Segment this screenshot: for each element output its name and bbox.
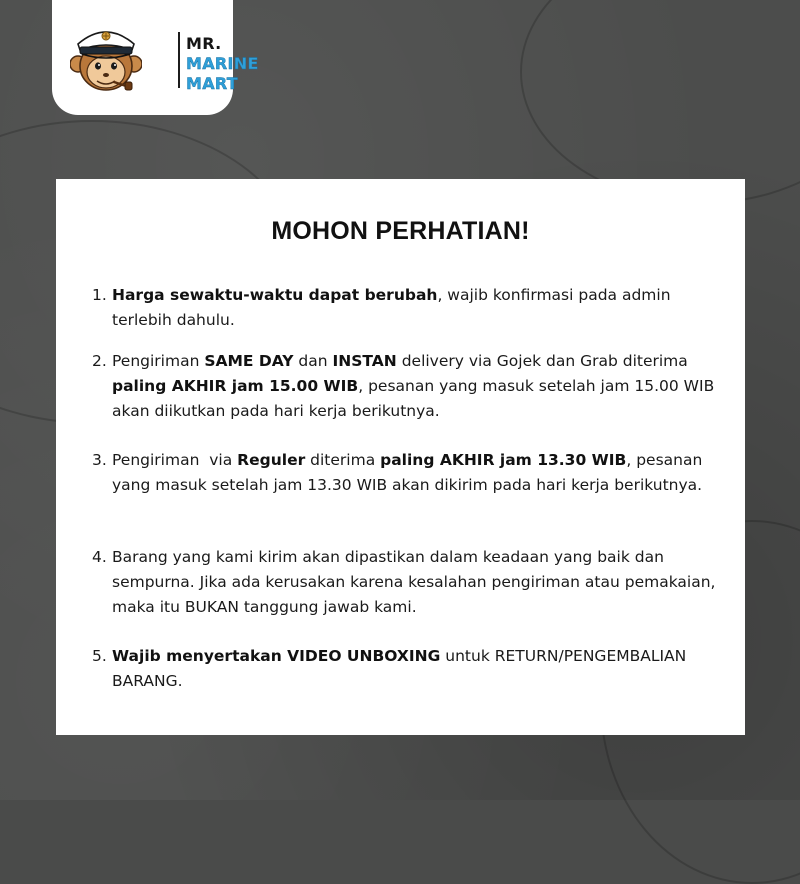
notice-item-4 <box>92 545 724 620</box>
notice-card <box>56 179 745 735</box>
notice-item-number: 3. <box>92 451 107 469</box>
notice-item-number: 2. <box>92 352 107 370</box>
notice-item-number: 4. <box>92 548 107 566</box>
brand-logo[interactable] <box>52 0 259 115</box>
notice-item-3 <box>92 448 724 498</box>
notice-item-number: 1. <box>92 286 107 304</box>
notice-item-text <box>112 448 724 498</box>
notice-segment: SAME DAY <box>204 352 294 370</box>
notice-segment: , pesanan yang masuk setelah jam 13.30 WIB akan dikirim pada hari kerja berikutnya. <box>112 451 703 494</box>
logo-divider <box>178 32 180 88</box>
notice-segment: Barang yang kami kirim akan dipastikan dalam keadaan yang baik dan sempurna. Jika ada kerusakan karena kesalahan pengiriman atau pemakaian, maka itu BUKAN tanggung jawab kami. <box>112 548 716 616</box>
notice-item-text <box>112 644 724 694</box>
notice-segment: Wajib menyertakan VIDEO UNBOXING <box>112 647 441 665</box>
notice-segment: paling AKHIR jam 13.30 WIB <box>380 451 627 469</box>
notice-segment: diterima <box>305 451 381 469</box>
notice-title: MOHON PERHATIAN! <box>271 217 530 245</box>
brand-line-marine: MARINE <box>186 54 259 73</box>
notice-segment: , wajib konfirmasi pada admin terlebih dahulu. <box>112 286 671 329</box>
notice-item-number: 5. <box>92 647 107 665</box>
notice-item-text <box>112 283 724 333</box>
notice-segment: dan <box>293 352 333 370</box>
notice-item-2 <box>92 349 724 424</box>
notice-segment: , pesanan yang masuk setelah jam 15.00 WIB akan diikutkan pada hari kerja berikutnya. <box>112 377 715 420</box>
brand-wordmark <box>186 34 276 94</box>
notice-segment: INSTAN <box>332 352 397 370</box>
notice-item-text <box>112 545 724 620</box>
brand-line-mart: MART <box>186 74 239 93</box>
notice-item-5 <box>92 644 724 694</box>
notice-segment: delivery via Gojek dan Grab diterima <box>396 352 688 370</box>
notice-segment: Harga sewaktu-waktu dapat berubah <box>112 286 438 304</box>
notice-segment: Reguler <box>237 451 306 469</box>
notice-segment: Pengiriman <box>112 352 205 370</box>
notice-item-text <box>112 349 724 424</box>
notice-segment: Pengiriman via <box>112 451 238 469</box>
brand-line-mr: MR. <box>186 34 222 53</box>
notice-item-1 <box>92 283 724 333</box>
background-brush-stroke <box>520 0 800 204</box>
notice-segment: untuk RETURN/PENGEMBALIAN BARANG. <box>112 647 687 690</box>
monkey-captain-icon <box>70 14 142 96</box>
notice-segment: paling AKHIR jam 15.00 WIB <box>112 377 359 395</box>
